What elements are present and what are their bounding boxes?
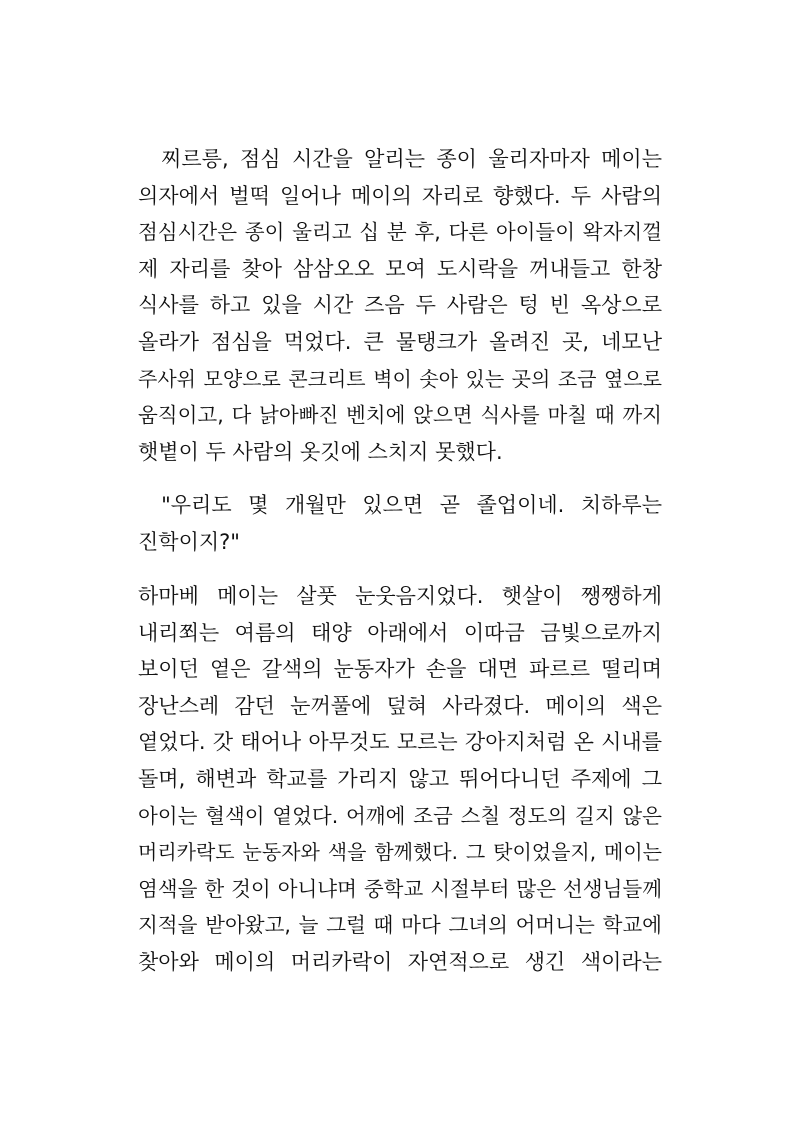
text-line: 보이던 옅은 갈색의 눈동자가 손을 대면 파르르 떨리며	[138, 657, 662, 682]
text-line: 햇볕이 두 사람의 옷깃에 스치지 못했다.	[138, 439, 503, 464]
text-line: 찌르릉, 점심 시간을 알리는 종이 울리자마자 메이는	[161, 147, 662, 171]
text-line: 제 자리를 찾아 삼삼오오 모여 도시락을 꺼내들고 한창	[138, 256, 662, 281]
text-line: 의자에서 벌떡 일어나 메이의 자리로 향했다. 두 사람의	[138, 183, 662, 208]
text-line: 내리쬐는 여름의 태양 아래에서 이따금 금빛으로까지	[138, 620, 662, 645]
text-line: 식사를 하고 있을 시간 즈음 두 사람은 텅 빈 옥상으로	[138, 293, 662, 318]
paragraph-1	[138, 141, 662, 470]
text-line: 하마베 메이는 살풋 눈웃음지었다. 햇살이 쨍쨍하게	[138, 584, 662, 608]
paragraph-3	[138, 578, 662, 981]
text-line: 움직이고, 다 낡아빠진 벤치에 앉으면 식사를 마칠 때 까지	[138, 403, 662, 428]
text-line: 돌며, 해변과 학교를 가리지 않고 뛰어다니던 주제에 그	[138, 766, 662, 791]
text-line: 옅었다. 갓 태어나 아무것도 모르는 강아지처럼 온 시내를	[138, 730, 662, 755]
text-line: 머리카락도 눈동자와 색을 함께했다. 그 탓이었을지, 메이는	[138, 840, 662, 865]
text-line: "우리도 몇 개월만 있으면 곧 졸업이네. 치하루는	[161, 493, 662, 517]
text-line: 지적을 받아왔고, 늘 그럴 때 마다 그녀의 어머니는 학교에	[138, 913, 662, 938]
text-line: 장난스레 감던 눈꺼풀에 덮혀 사라졌다. 메이의 색은	[138, 693, 662, 718]
text-line: 진학이지?"	[138, 529, 240, 554]
text-line: 찾아와 메이의 머리카락이 자연적으로 생긴 색이라는	[138, 949, 662, 974]
text-line: 염색을 한 것이 아니냐며 중학교 시절부터 많은 선생님들께	[138, 876, 662, 901]
text-line: 아이는 혈색이 옅었다. 어깨에 조금 스칠 정도의 길지 않은	[138, 803, 662, 828]
text-line: 점심시간은 종이 울리고 십 분 후, 다른 아이들이 왁자지껄	[138, 220, 662, 245]
text-line: 올라가 점심을 먹었다. 큰 물탱크가 올려진 곳, 네모난	[138, 329, 662, 354]
text-line: 주사위 모양으로 콘크리트 벽이 솟아 있는 곳의 조금 옆으로	[138, 366, 662, 391]
paragraph-2	[138, 487, 662, 560]
